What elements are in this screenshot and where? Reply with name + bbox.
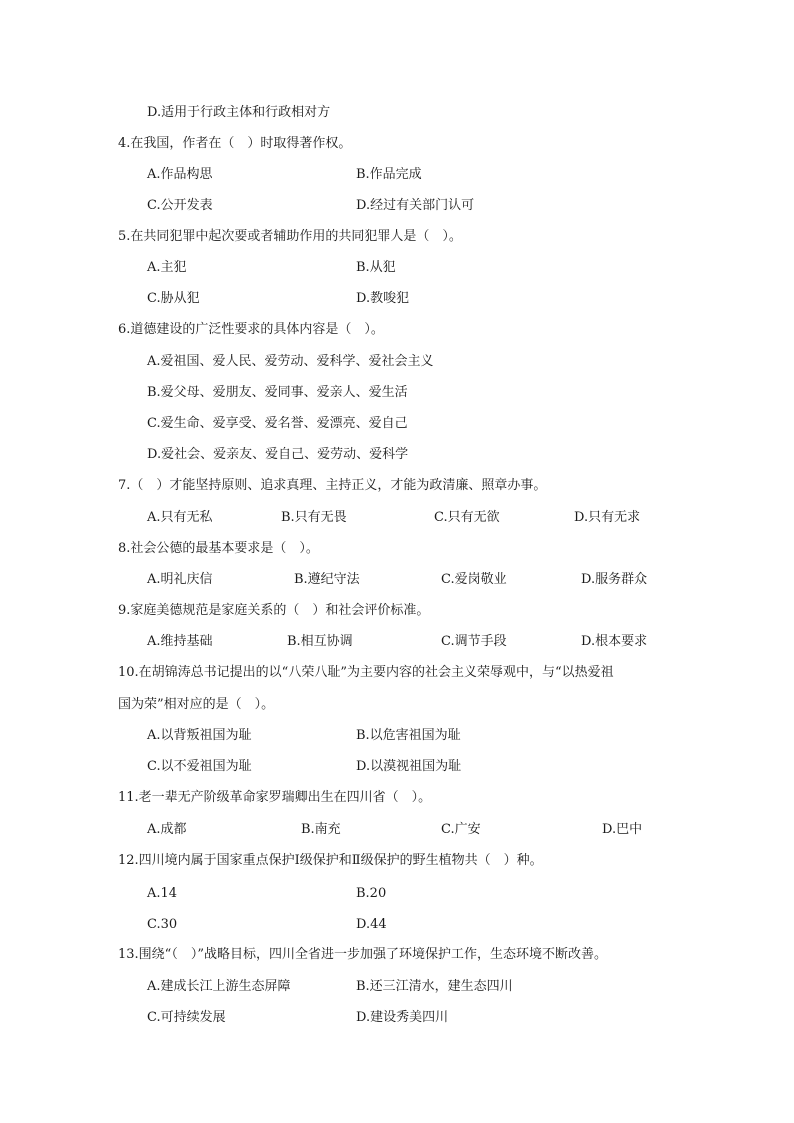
option-6d: D.爱社会、爱亲友、爱自己、爱劳动、爱科学 <box>147 447 409 462</box>
option-7a: A.只有无私 <box>147 510 213 525</box>
option-6b: B.爱父母、爱朋友、爱同事、爱亲人、爱生活 <box>147 385 408 400</box>
option-10b: B.以危害祖国为耻 <box>356 728 461 743</box>
option-7c: C.只有无欲 <box>434 510 500 525</box>
option-11d: D.巴中 <box>602 822 643 837</box>
question-10-stem-line1: 10.在胡锦涛总书记提出的以“八荣八耻”为主要内容的社会主义荣辱观中，与“以热爱祖 <box>118 665 614 680</box>
question-10-stem-line2: 国为荣”相对应的是（ ）。 <box>118 697 275 712</box>
option-9c: C.调节手段 <box>441 634 507 649</box>
option-4c: C.公开发表 <box>147 198 213 213</box>
option-12d: D.44 <box>356 917 387 932</box>
question-7-stem: 7.（ ）才能坚持原则、追求真理、主持正义，才能为政清廉、照章办事。 <box>118 478 547 493</box>
option-9d: D.根本要求 <box>581 634 648 649</box>
option-4a: A.作品构思 <box>147 167 213 182</box>
option-9b: B.相互协调 <box>287 634 353 649</box>
option-8d: D.服务群众 <box>581 572 648 587</box>
option-5a: A.主犯 <box>147 260 187 275</box>
question-4-stem: 4.在我国，作者在（ ）时取得著作权。 <box>118 136 352 151</box>
option-10a: A.以背叛祖国为耻 <box>147 728 252 743</box>
option-12b: B.20 <box>356 886 387 901</box>
option-8b: B.遵纪守法 <box>294 572 360 587</box>
option-8a: A.明礼庆信 <box>147 572 213 587</box>
option-12a: A.14 <box>147 886 178 901</box>
question-9-stem: 9.家庭美德规范是家庭关系的（ ）和社会评价标准。 <box>118 603 430 618</box>
question-6-stem: 6.道德建设的广泛性要求的具体内容是（ ）。 <box>118 322 384 337</box>
option-13b: B.还三江清水，建生态四川 <box>356 979 513 994</box>
question-12-stem: 12.四川境内属于国家重点保护Ⅰ级保护和Ⅱ级保护的野生植物共（ ）种。 <box>118 853 543 868</box>
option-12c: C.30 <box>147 917 178 932</box>
option-8c: C.爱岗敬业 <box>441 572 507 587</box>
question-11-stem: 11.老一辈无产阶级革命家罗瑞卿出生在四川省（ ）。 <box>118 790 432 805</box>
option-11a: A.成都 <box>147 822 187 837</box>
option-11c: C.广安 <box>441 822 481 837</box>
option-3d: D.适用于行政主体和行政相对方 <box>147 105 331 120</box>
option-6c: C.爱生命、爱享受、爱名誉、爱漂亮、爱自己 <box>147 416 408 431</box>
option-6a: A.爱祖国、爱人民、爱劳动、爱科学、爱社会主义 <box>147 354 434 369</box>
option-5d: D.教唆犯 <box>356 291 410 306</box>
option-5b: B.从犯 <box>356 260 396 275</box>
option-10d: D.以漠视祖国为耻 <box>356 759 462 774</box>
question-8-stem: 8.社会公德的最基本要求是（ ）。 <box>118 541 319 556</box>
option-9a: A.维持基础 <box>147 634 213 649</box>
option-7b: B.只有无畏 <box>281 510 347 525</box>
option-10c: C.以不爱祖国为耻 <box>147 759 252 774</box>
question-5-stem: 5.在共同犯罪中起次要或者辅助作用的共同犯罪人是（ ）。 <box>118 229 462 244</box>
option-4d: D.经过有关部门认可 <box>356 198 475 213</box>
option-4b: B.作品完成 <box>356 167 422 182</box>
option-7d: D.只有无求 <box>574 510 641 525</box>
option-5c: C.胁从犯 <box>147 291 200 306</box>
option-13c: C.可持续发展 <box>147 1010 226 1025</box>
option-13a: A.建成长江上游生态屏障 <box>147 979 291 994</box>
option-11b: B.南充 <box>301 822 341 837</box>
question-13-stem: 13.围绕“（ ）”战略目标，四川全省进一步加强了环境保护工作，生态环境不断改善。 <box>118 947 607 962</box>
option-13d: D.建设秀美四川 <box>356 1010 449 1025</box>
